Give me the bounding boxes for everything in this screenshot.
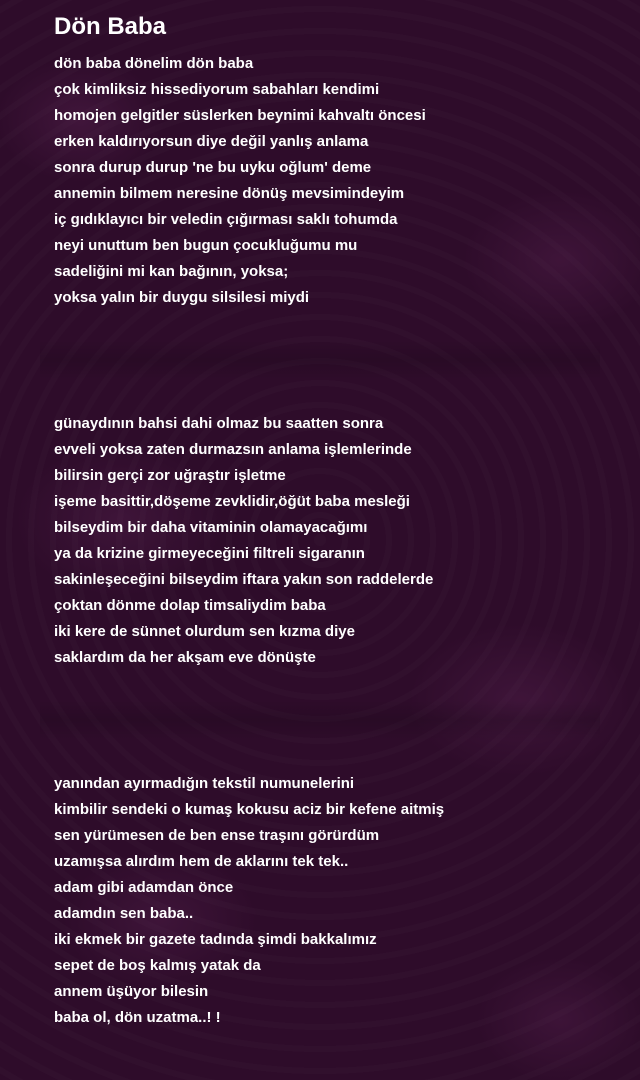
poem-line: günaydının bahsi dahi olmaz bu saatten sonra [54,415,384,432]
poem-line: ya da krizine girmeyeceğini filtreli sigaranın [54,545,365,562]
poem-line: yoksa yalın bir duygu silsilesi miydi [54,289,310,306]
poem-line: iki kere de sünnet olurdum sen kızma diye [54,623,355,640]
poem-line: işeme basittir,döşeme zevklidir,öğüt baba mesleği [54,493,410,510]
poem-line: uzamışsa alırdım hem de aklarını tek tek.. [54,853,349,870]
poem-line: sen yürümesen de ben ense traşını görürdüm [54,827,380,844]
poem-line: bilirsin gerçi zor uğraştır işletme [54,467,286,484]
poem-line: evveli yoksa zaten durmazsın anlama işlemlerinde [54,441,412,458]
poem-line: bilseydim bir daha vitaminin olamayacağımı [54,519,368,536]
poem-stanza-3 [54,771,444,1031]
poem-line: iki ekmek bir gazete tadında şimdi bakkalımız [54,931,377,948]
poem-line: baba ol, dön uzatma..! ! [54,1009,221,1026]
poem-line: annemin bilmem neresine dönüş mevsimindeyim [54,185,405,202]
poem-line: çoktan dönme dolap timsaliydim baba [54,597,326,614]
poem-line: neyi unuttum ben bugun çocukluğumu mu [54,237,358,254]
poem-stanza-2 [54,411,433,671]
poem-line: annem üşüyor bilesin [54,983,209,1000]
poem-line: sadeliğini mi kan bağının, yoksa; [54,263,289,280]
poem-line: adamdın sen baba.. [54,905,194,922]
poem-line: sepet de boş kalmış yatak da [54,957,261,974]
poem-line: dön baba dönelim dön baba [54,55,254,72]
poem-line: erken kaldırıyorsun diye değil yanlış anlama [54,133,369,150]
poem-stanza-1 [54,51,426,311]
stanza-divider-band [40,700,600,740]
poem-line: kimbilir sendeki o kumaş kokusu aciz bir kefene aitmiş [54,801,445,818]
poem-line: çok kimliksiz hissediyorum sabahları kendimi [54,81,380,98]
poem-line: adam gibi adamdan önce [54,879,234,896]
poem-title: Dön Baba [54,13,167,40]
poem-line: sonra durup durup 'ne bu uyku oğlum' deme [54,159,372,176]
poem-line: saklardım da her akşam eve dönüşte [54,649,316,666]
poem-line: yanından ayırmadığın tekstil numunelerini [54,775,355,792]
poem-line: sakinleşeceğini bilseydim iftara yakın son raddelerde [54,571,434,588]
poem-line: homojen gelgitler süslerken beynimi kahvaltı öncesi [54,107,426,124]
stanza-divider-band [40,340,600,380]
poem-line: iç gıdıklayıcı bir veledin çığırması saklı tohumda [54,211,398,228]
